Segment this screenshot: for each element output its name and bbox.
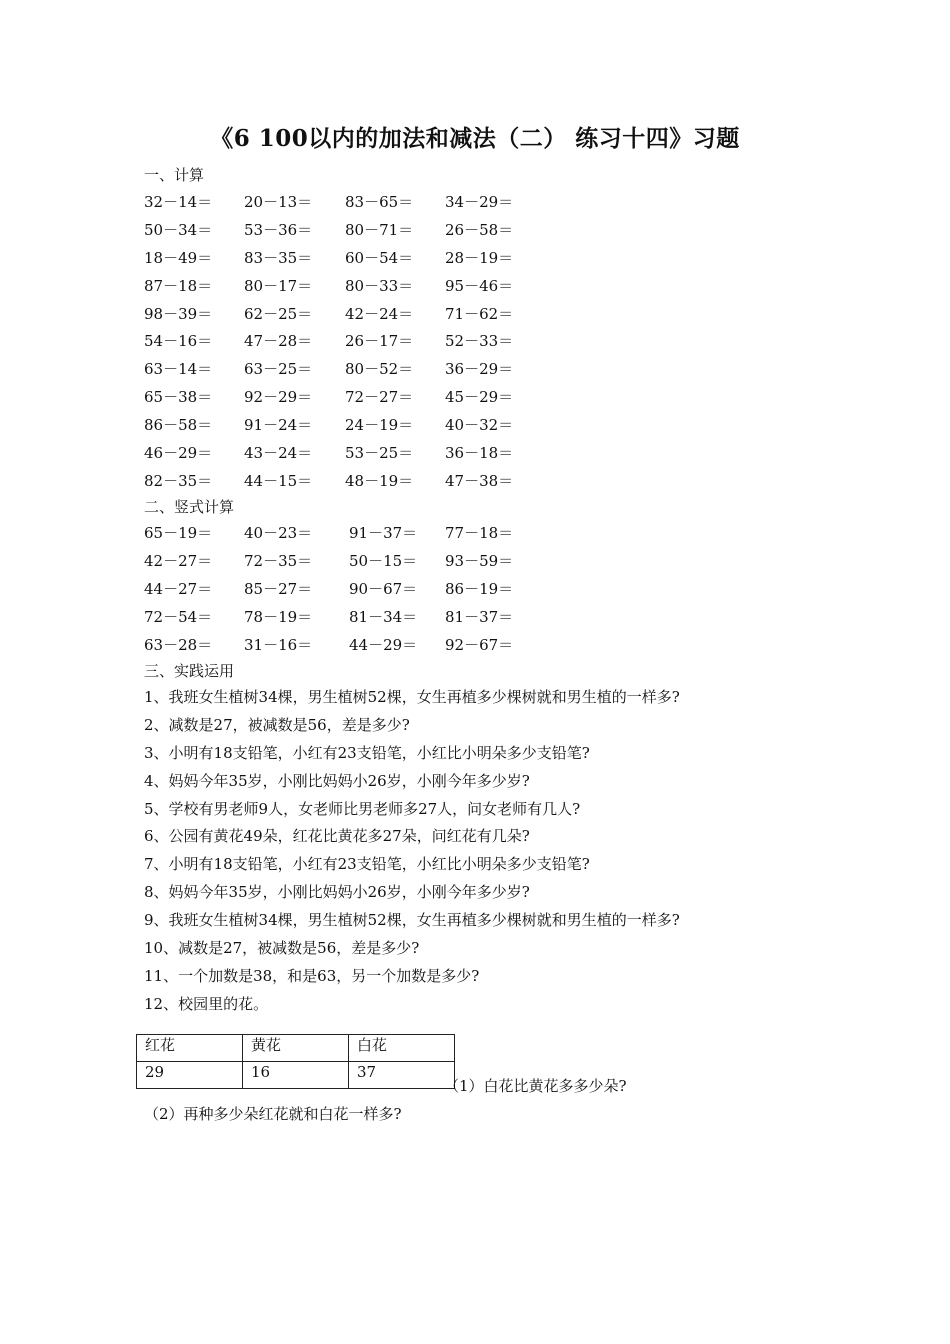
equation: 26－58＝ — [445, 220, 514, 239]
equation: 45－29＝ — [445, 388, 514, 407]
word-problem: 7、小明有18支铅笔，小红有23支铅笔，小红比小明朵多少支铅笔? — [144, 855, 590, 874]
word-problem: 3、小明有18支铅笔，小红有23支铅笔，小红比小明朵多少支铅笔? — [144, 743, 590, 762]
equation: 34－29＝ — [445, 193, 514, 211]
equation: 92－29＝ — [244, 388, 313, 407]
flower-table-value-row — [137, 1062, 455, 1089]
equation: 72－54＝ — [144, 607, 213, 626]
equation: 50－15＝ — [349, 551, 418, 570]
equation: 78－19＝ — [244, 607, 313, 626]
equation: 47－38＝ — [445, 471, 514, 490]
word-problem: 4、妈妈今年35岁，小刚比妈妈小26岁，小刚今年多少岁? — [144, 771, 530, 790]
sub-question-1: （1）白花比黄花多多少朵? — [444, 1077, 627, 1095]
equation: 81－37＝ — [445, 607, 514, 626]
equation: 86－58＝ — [144, 416, 213, 435]
equation: 60－54＝ — [345, 248, 414, 267]
equation: 80－17＝ — [244, 276, 313, 295]
equation: 83－65＝ — [345, 193, 414, 211]
flower-table-value-cell: 16 — [243, 1062, 349, 1089]
equation: 80－33＝ — [345, 276, 414, 295]
equation: 93－59＝ — [445, 551, 514, 570]
equation: 53－25＝ — [345, 444, 414, 463]
equation: 36－18＝ — [445, 444, 514, 463]
word-problem: 11、一个加数是38，和是63，另一个加数是多少? — [144, 966, 480, 985]
equation: 50－34＝ — [144, 220, 213, 239]
word-problem: 1、我班女生植树34棵，男生植树52棵，女生再植多少棵树就和男生植的一样多? — [144, 688, 680, 706]
word-problem: 12、校园里的花。 — [144, 994, 269, 1013]
word-problem: 2、减数是27，被减数是56，差是多少? — [144, 715, 410, 734]
equation: 98－39＝ — [144, 304, 213, 323]
equation: 87－18＝ — [144, 276, 213, 295]
equation: 43－24＝ — [244, 444, 313, 463]
equation: 77－18＝ — [445, 524, 514, 542]
page-title: 《6 100以内的加法和减法（二） 练习十四》习题 — [210, 125, 740, 152]
flower-table-header-row — [137, 1035, 455, 1062]
equation: 46－29＝ — [144, 444, 213, 463]
equation: 72－27＝ — [345, 388, 414, 407]
equation: 47－28＝ — [244, 332, 313, 351]
section-3-heading: 三、实践运用 — [144, 662, 235, 680]
equation: 42－24＝ — [345, 304, 414, 323]
equation: 91－37＝ — [349, 524, 418, 542]
word-problem: 9、我班女生植树34棵，男生植树52棵，女生再植多少棵树就和男生植的一样多? — [144, 911, 680, 930]
equation: 40－32＝ — [445, 416, 514, 435]
equation: 62－25＝ — [244, 304, 313, 323]
equation: 82－35＝ — [144, 471, 213, 490]
equation: 90－67＝ — [349, 579, 418, 598]
flower-table-header-cell: 红花 — [137, 1035, 243, 1062]
equation: 80－52＝ — [345, 360, 414, 379]
section-2-heading: 二、竖式计算 — [144, 498, 235, 516]
equation: 54－16＝ — [144, 332, 213, 351]
equation: 65－19＝ — [144, 524, 213, 542]
equation: 91－24＝ — [244, 416, 313, 435]
equation: 86－19＝ — [445, 579, 514, 598]
equation: 42－27＝ — [144, 551, 213, 570]
equation: 71－62＝ — [445, 304, 514, 323]
equation: 32－14＝ — [144, 193, 213, 211]
word-problem-list — [144, 687, 680, 1022]
equation: 63－25＝ — [244, 360, 313, 379]
equation: 24－19＝ — [345, 416, 414, 435]
equation: 72－35＝ — [244, 551, 313, 570]
equation: 44－29＝ — [349, 635, 418, 654]
flower-table — [136, 1034, 455, 1089]
equation: 53－36＝ — [244, 220, 313, 239]
flower-table-header-cell: 白花 — [349, 1035, 455, 1062]
equation: 40－23＝ — [244, 524, 313, 542]
word-problem: 8、妈妈今年35岁，小刚比妈妈小26岁，小刚今年多少岁? — [144, 883, 530, 902]
equation: 28－19＝ — [445, 248, 514, 267]
equation: 44－15＝ — [244, 471, 313, 490]
equation: 83－35＝ — [244, 248, 313, 267]
sub-question-2: （2）再种多少朵红花就和白花一样多? — [144, 1105, 402, 1123]
equation: 36－29＝ — [445, 360, 514, 379]
equation: 63－14＝ — [144, 360, 213, 379]
equation: 92－67＝ — [445, 635, 514, 654]
equation: 20－13＝ — [244, 193, 313, 211]
equation: 26－17＝ — [345, 332, 414, 351]
equation: 95－46＝ — [445, 276, 514, 295]
equation: 31－16＝ — [244, 635, 313, 654]
equation: 18－49＝ — [144, 248, 213, 267]
equation: 44－27＝ — [144, 579, 213, 598]
equation: 63－28＝ — [144, 635, 213, 654]
section-1-heading: 一、计算 — [144, 166, 205, 184]
equation: 65－38＝ — [144, 388, 213, 407]
word-problem: 5、学校有男老师9人，女老师比男老师多27人，问女老师有几人? — [144, 799, 581, 818]
word-problem: 6、公园有黄花49朵，红花比黄花多27朵，问红花有几朵? — [144, 827, 530, 846]
flower-table-header-cell: 黄花 — [243, 1035, 349, 1062]
equation: 80－71＝ — [345, 220, 414, 239]
flower-table-value-cell: 37 — [349, 1062, 455, 1089]
word-problem: 10、减数是27，被减数是56，差是多少? — [144, 939, 420, 958]
equation: 81－34＝ — [349, 607, 418, 626]
equation: 48－19＝ — [345, 471, 414, 490]
equation: 85－27＝ — [244, 579, 313, 598]
equation: 52－33＝ — [445, 332, 514, 351]
flower-table-value-cell: 29 — [137, 1062, 243, 1089]
